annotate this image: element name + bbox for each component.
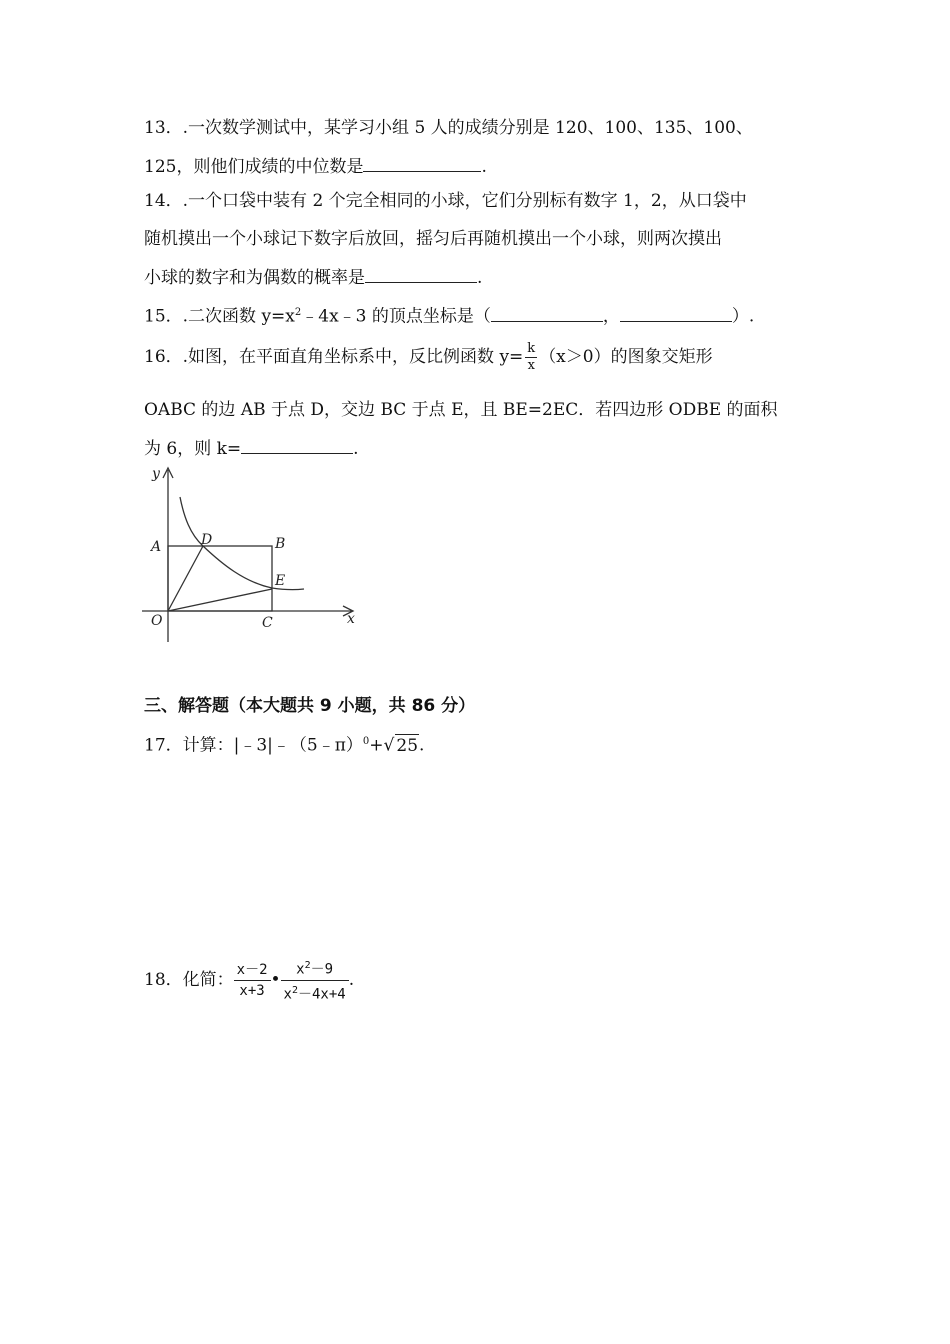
q13-line2 <box>144 155 487 178</box>
label-c: C <box>262 615 273 631</box>
q15-text-mid: ﹣4x﹣3 的顶点坐标是（ <box>301 306 491 327</box>
q14-text: 小球的数字和为偶数的概率是 <box>144 268 365 288</box>
q16-frac-den: x <box>527 358 535 373</box>
label-b: B <box>275 536 286 552</box>
q16-line2: OABC 的边 AB 于点 D，交边 BC 于点 E，且 BE=2EC．若四边形 ODBE 的面积 <box>144 400 778 420</box>
q18-f2-den <box>281 981 349 1005</box>
q13-answer-blank[interactable] <box>363 155 481 172</box>
q18-fraction-2 <box>281 956 349 1004</box>
label-o: O <box>151 613 163 629</box>
q15-line <box>144 302 754 328</box>
q13-end: . <box>481 157 487 177</box>
section-3-heading: 三、解答题（本大题共 9 小题，共 86 分） <box>144 696 476 716</box>
q16-text: 16．.如图，在平面直角坐标系中，反比例函数 y= <box>144 347 524 367</box>
q17-plus: + <box>369 735 384 756</box>
q18-text: 18．化简： <box>144 970 234 990</box>
q15-exponent: 2 <box>294 307 302 318</box>
q17-end: . <box>419 735 425 756</box>
segment-oe <box>168 589 272 611</box>
q17-radicand: 25 <box>396 735 419 756</box>
q16-answer-blank[interactable] <box>241 437 353 454</box>
q16-end: . <box>353 439 359 459</box>
q17-line <box>144 731 424 757</box>
q16-text-suffix: （x＞0）的图象交矩形 <box>539 347 713 367</box>
q16-line3 <box>144 437 359 460</box>
segment-od <box>168 546 203 611</box>
q14-answer-blank[interactable] <box>365 266 477 283</box>
q17-text: 17．计算：|﹣3|﹣（5﹣π） <box>144 735 363 756</box>
label-d: D <box>201 532 213 548</box>
q15-answer-blank-y[interactable] <box>620 305 732 322</box>
q18-f2-num <box>281 956 349 981</box>
q18-f2-den-a: x <box>283 986 292 1003</box>
sqrt-symbol: √ <box>383 735 395 756</box>
q18-line <box>144 955 354 1005</box>
q14-line3 <box>144 266 482 289</box>
label-x: x <box>347 611 355 627</box>
q18-f2-den-b: －4x+4 <box>298 986 346 1003</box>
q16-figure <box>140 462 370 652</box>
q18-f1-num: x－2 <box>234 960 271 981</box>
q15-text: 15．.二次函数 y=x <box>144 306 295 327</box>
rectangle-oabc <box>168 546 272 611</box>
q14-line1: 14．.一个口袋中装有 2 个完全相同的小球，它们分别标有数字 1，2，从口袋中 <box>144 191 747 211</box>
q17-exponent: 0 <box>362 736 370 747</box>
q18-fraction-1 <box>234 960 271 1001</box>
q14-end: . <box>477 268 483 288</box>
q16-frac-num: k <box>527 341 536 356</box>
q13-line1: 13．.一次数学测试中，某学习小组 5 人的成绩分别是 120、100、135、100、 <box>144 118 753 138</box>
label-y: y <box>152 466 160 482</box>
q16-text3: 为 6，则 k= <box>144 439 242 459</box>
hyperbola-curve <box>180 497 304 590</box>
label-a: A <box>151 539 162 555</box>
label-e: E <box>275 573 286 589</box>
q18-dot: • <box>270 970 281 990</box>
q18-f2-num-b: －9 <box>310 962 334 978</box>
q16-fraction <box>525 341 537 374</box>
q15-comma: ， <box>602 306 620 327</box>
q14-line2: 随机摸出一个小球记下数字后放回，摇匀后再随机摸出一个小球，则两次摸出 <box>144 229 722 249</box>
q18-f2-den-exp: 2 <box>291 985 298 996</box>
q15-end: ）. <box>731 306 755 327</box>
q18-f1-den: x+3 <box>239 983 265 999</box>
q15-answer-blank-x[interactable] <box>491 305 603 322</box>
q13-text: 125，则他们成绩的中位数是 <box>144 157 364 177</box>
q18-end: . <box>348 970 355 990</box>
q16-line1 <box>144 340 713 374</box>
q18-f2-num-a: x <box>296 962 305 978</box>
q18-f2-num-exp: 2 <box>304 960 311 972</box>
